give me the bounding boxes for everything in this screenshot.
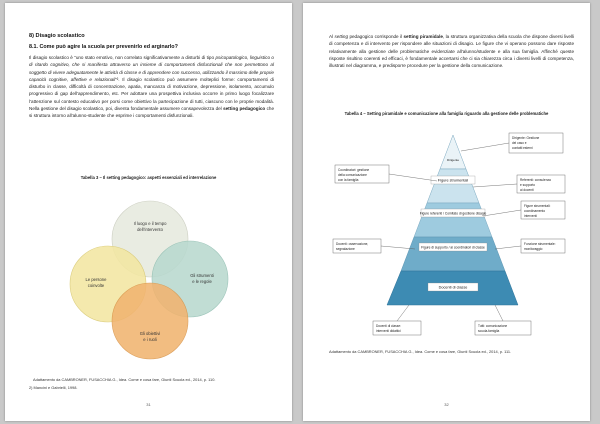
- para-text: pedagogico corrisponde il: [348, 34, 404, 39]
- page-number-right: 32: [444, 402, 449, 407]
- connector-line: [461, 143, 509, 151]
- connector-line: [389, 174, 437, 181]
- connector-line: [397, 305, 409, 321]
- para-text: , la struttura organizzativa della scuola che dispone diversi livelli di competenza e di intervento per rispondere alle situazioni di disagio. Le figure che vi operano possono dare risposte relativamente alla gestione delle problematiche evidenziate all’alunno/studente e alla sua famiglia. Affinché queste risposte risultino coerenti ed efficaci, è fondamentale accertarsi che ci sia chiarezza circa i diversi livelli di competenza, illustrati nel diagramma, e predisporre procedure per la gestione della comunicazione.: [329, 34, 575, 69]
- venn-label-right-1: Gli strumenti: [190, 273, 214, 278]
- subsection-title: 8.1. Come può agire la scuola per prevenirlo ed arginarlo?: [29, 44, 178, 50]
- venn-label-left-2: coinvolte: [87, 283, 105, 288]
- section-title: 8) Disagio scolastico: [29, 33, 85, 39]
- venn-circle-bottom: [112, 283, 188, 359]
- para-text: Al: [329, 34, 335, 39]
- para-bold-term: setting pedagogico: [223, 106, 266, 112]
- para-text: che si struttura intorno all’alunno-studente che esprime i comportamenti disfunzionali.: [29, 106, 275, 119]
- para-bold-term: setting piramidale: [403, 34, 443, 39]
- callout-text: del caso e: [512, 141, 527, 145]
- connector-line: [495, 305, 503, 321]
- callout-text: scuola-famiglia: [478, 329, 500, 333]
- callout-text: ai docenti: [520, 188, 534, 192]
- venn-label-top-1: Il luogo e il tempo: [133, 221, 167, 226]
- connector-line: [473, 184, 517, 187]
- callout-text: Docenti di classe:: [376, 324, 401, 328]
- para-italic-quote: psicopatologico, linguistico o di ritardo cognitivo, che si manifesta attraverso un insieme di comportamenti disfunzionali che non permettono al soggetto di vivere adeguatamente le attività di classe e di apprendere con successo, utilizzando il massimo delle proprie capacità cognitive, affettive e relazionali: [29, 55, 274, 82]
- pyramid-level-3: [414, 203, 492, 237]
- venn-diagram: [60, 189, 240, 369]
- callout-text: Referenti: consulenza: [520, 178, 551, 182]
- figure-caption: Tabella 4 – Setting piramidale e comunicazione alla famiglia riguardo alla gestione delle problematiche: [344, 111, 549, 116]
- figure-caption: Tabella 3 – Il setting pedagogico: aspetti essenziali ed interrelazione: [80, 175, 217, 180]
- callout-text: interventi: [524, 214, 537, 218]
- figure-credit: Adattamento da CAMBRONER, FUSACCHIA G., Idea. Come e cosa fare, Giunti Scuola ed., 2014, p. 110.: [33, 377, 216, 382]
- para-text: Il disagio scolastico è “uno stato emotivo, non correlato significativamente a disturbi di tipo: [29, 55, 216, 60]
- level-label-4: Figure di supporto / ai coordinatori di classe: [421, 245, 485, 250]
- venn-label-top-2: dell’intervento: [137, 227, 163, 232]
- callout-text: Figure strumentali:: [524, 204, 551, 208]
- para-italic-term: setting: [334, 34, 349, 39]
- connector-line: [483, 210, 521, 216]
- level-label-2: Figure strumentali: [437, 178, 469, 183]
- pyramid-level-4: [401, 237, 505, 271]
- intro-paragraph: [29, 54, 274, 120]
- venn-label-bottom-1: Gli obiettivi: [139, 331, 161, 336]
- page-number-left: 31: [146, 402, 151, 407]
- pyramid-level-1: [440, 135, 466, 169]
- callout-text: Docenti: osservazione,: [336, 242, 369, 246]
- connector-line: [495, 246, 521, 249]
- page-left: [5, 3, 292, 421]
- callout-text: e supporto: [520, 183, 536, 187]
- callout-text: Tutti: comunicazione: [478, 324, 508, 328]
- para-text: ”². Il disagio scolastico può assumere molteplici forme: comportamenti di disturbo in classe, difficoltà di concentrazione, apatia, mancanza di motivazione, depressione, isolamento, accumulo progressivo di gap dell’apprendimento, etc. Per adottare una prospettiva inclusiva occorre in primo luogo focalizzare l’attenzione sul contesto educativo per porsi come obiettivo la partecipazione di tutti, ciascuno con le proprie modalità. Nella gestione del disagio scolastico, poi, diventa fondamentale assumere consapevolezza del: [29, 76, 274, 112]
- callout-text: della comunicazione: [338, 173, 367, 177]
- callout-text: monitoraggio: [524, 247, 543, 251]
- callout-text: Dirigente: Gestione: [512, 136, 540, 140]
- venn-label-right-2: e le regole: [192, 279, 212, 284]
- callout-text: Funzione strumentale:: [524, 242, 556, 246]
- pyramid-diagram: [325, 121, 569, 343]
- venn-label-left-1: Le persone: [85, 277, 107, 282]
- page-right: [303, 3, 590, 421]
- level-label-5: Docenti di classe: [438, 285, 468, 290]
- level-label-1: Dirigente: [446, 158, 460, 162]
- callout-text: segnalazione: [336, 247, 355, 251]
- pyramid-level-2: [427, 169, 479, 203]
- callout-text: Coordinatori: gestione: [338, 168, 370, 172]
- callout-text: contatti esterni: [512, 146, 533, 150]
- figure-credit: Adattamento da CAMBRONER, FUSACCHIA G., Idea. Come e cosa fare, Giunti Scuola ed., 2014, p. 111.: [329, 349, 512, 354]
- callout-text: interventi didattici: [376, 329, 401, 333]
- callout-text: coordinamento: [524, 209, 546, 213]
- left-page-content: [29, 33, 274, 120]
- pyramid-paragraph: [329, 33, 574, 69]
- callout-text: con la famiglia: [338, 178, 359, 182]
- right-page-content: [329, 33, 574, 69]
- level-label-3: Figure referenti / Comitato di gestione disagio: [419, 211, 487, 216]
- footnote: 2) Mancini e Gabrielli, 1998.: [29, 385, 78, 390]
- venn-label-bottom-2: e i ruoli: [143, 337, 157, 342]
